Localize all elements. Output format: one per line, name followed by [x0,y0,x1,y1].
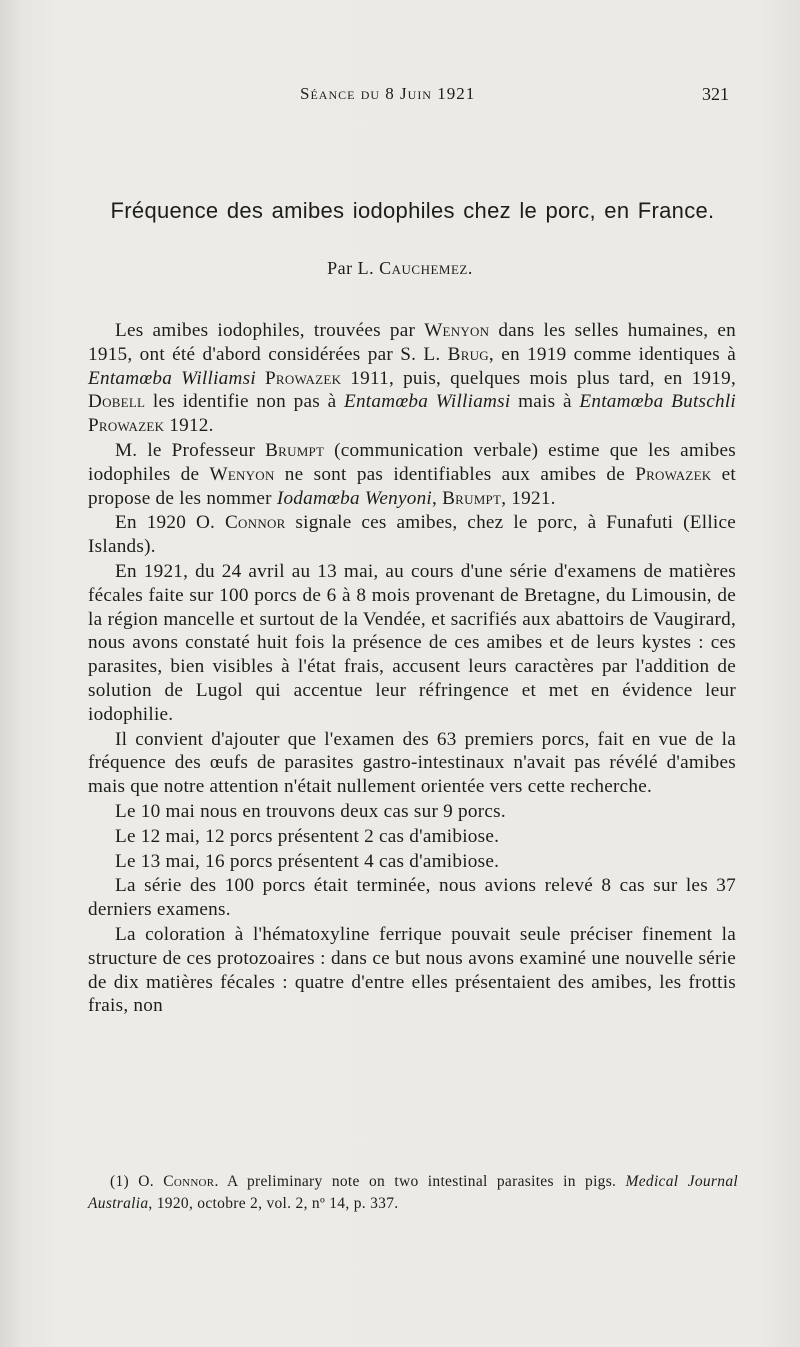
byline-prefix: Par [327,258,353,278]
author-ref: Wenyon [424,320,490,341]
author-ref: Dobell [88,391,146,413]
text-run: ne sont pas identifiables aux amibes de [274,463,636,485]
paragraph-7: Le 12 mai, 12 porcs présentent 2 cas d'amibiose. [115,825,500,847]
author-ref: Prowazek [88,415,165,437]
byline [0,258,800,279]
species-name: Entamœba Williamsi [343,391,511,413]
footnote-citation: , 1920, octobre 2, vol. 2, nº 14, p. 337. [148,1195,399,1212]
paragraph-2 [88,439,736,510]
author-ref: Prowazek [264,367,342,389]
footnote-author: Connor [163,1173,215,1190]
species-name: Entamœba Williamsi [88,367,256,389]
paragraph-4: En 1921, du 24 avril au 13 mai, au cours d'une série d'examens de matières fécales faite sur 100 porcs de 6 à 8 mois provenant de Bretagne, du Limousin, de la région mancelle et surtout de la Vendée, et sacrifiés aux abattoirs de Vaugirard, nous avons constaté huit fois la présence de ces amibes et de leurs kystes : ces parasites, bien visibles à l'état frais, accusent leurs caractères par l'addition de solution de Lugol qui accentue leur réfringence et met en évidence leur iodophilie. [88,560,736,725]
text-run: mais à [510,391,580,413]
text-run: les identifie non pas à [145,391,344,413]
footnote-marker: (1) O. [110,1173,164,1190]
article-body [88,319,736,1018]
footnote [88,1171,738,1215]
paragraph-9: La série des 100 porcs était terminée, nous avions relevé 8 cas sur les 37 derniers examens. [88,875,736,921]
footnote-journal: Medical Journal Australia [88,1173,738,1212]
text-run: signale ces amibes, chez le porc, à Funafuti (Ellice Islands). [88,512,737,558]
author-ref: Brug [447,343,489,365]
paragraph-5: Il convient d'ajouter que l'examen des 63 premiers porcs, fait en vue de la fréquence des œufs de parasites gastro-intestinaux n'avait pas révélé d'amibes mais que notre attention n'était nullement orientée vers cette recherche. [88,728,736,798]
text-run: En 1920 O. [115,512,225,534]
text-run: (communication verbale) estime que les amibes iodophiles de [88,439,736,485]
page-number: 321 [702,84,729,104]
paragraph-1 [88,319,736,438]
paragraph-3 [88,511,736,559]
text-run: M. le Professeur [115,439,266,461]
text-run: Les amibes iodophiles, trouvées par [115,320,425,341]
author-name: L. Cauchemez. [357,258,473,278]
text-run: , 1921. [501,487,556,509]
species-name: Iodamœba Wenyoni [276,487,432,509]
text-run: 1911, puis, quelques mois plus tard, en 1919, [341,367,736,389]
text-run: 1912. [164,415,214,437]
author-ref: Connor [225,512,286,534]
author-ref: Brumpt [442,487,502,509]
running-head [0,84,800,110]
text-run: , [432,487,443,509]
footnote-text: . A preliminary note on two intestinal parasites in pigs. [214,1173,626,1190]
paragraph-10: La coloration à l'hématoxyline ferrique pouvait seule préciser finement la structure de ces protozoaires : dans ce but nous avons examiné une nouvelle série de dix matières fécales : quatre d'entre elles présentaient des amibes, les frottis frais, non [88,923,736,1017]
text-run: dans les selles humaines, en 1915, ont été d'abord considérées par S. L. [88,320,736,365]
author-ref: Wenyon [209,463,275,485]
text-run [256,368,265,389]
author-ref: Brumpt [265,439,325,461]
running-title: Séance du 8 Juin 1921 [300,84,476,103]
author-ref: Prowazek [635,463,712,485]
paragraph-6: Le 10 mai nous en trouvons deux cas sur 9 porcs. [115,800,506,822]
text-run: , en 1919 comme identiques à [488,343,736,365]
paragraph-8: Le 13 mai, 16 porcs présentent 4 cas d'amibiose. [115,850,500,872]
article-title: Fréquence des amibes iodophiles chez le porc, en France. [110,198,715,223]
species-name: Entamœba Butschli [579,391,737,413]
text-run: et propose de les nommer [88,463,736,509]
